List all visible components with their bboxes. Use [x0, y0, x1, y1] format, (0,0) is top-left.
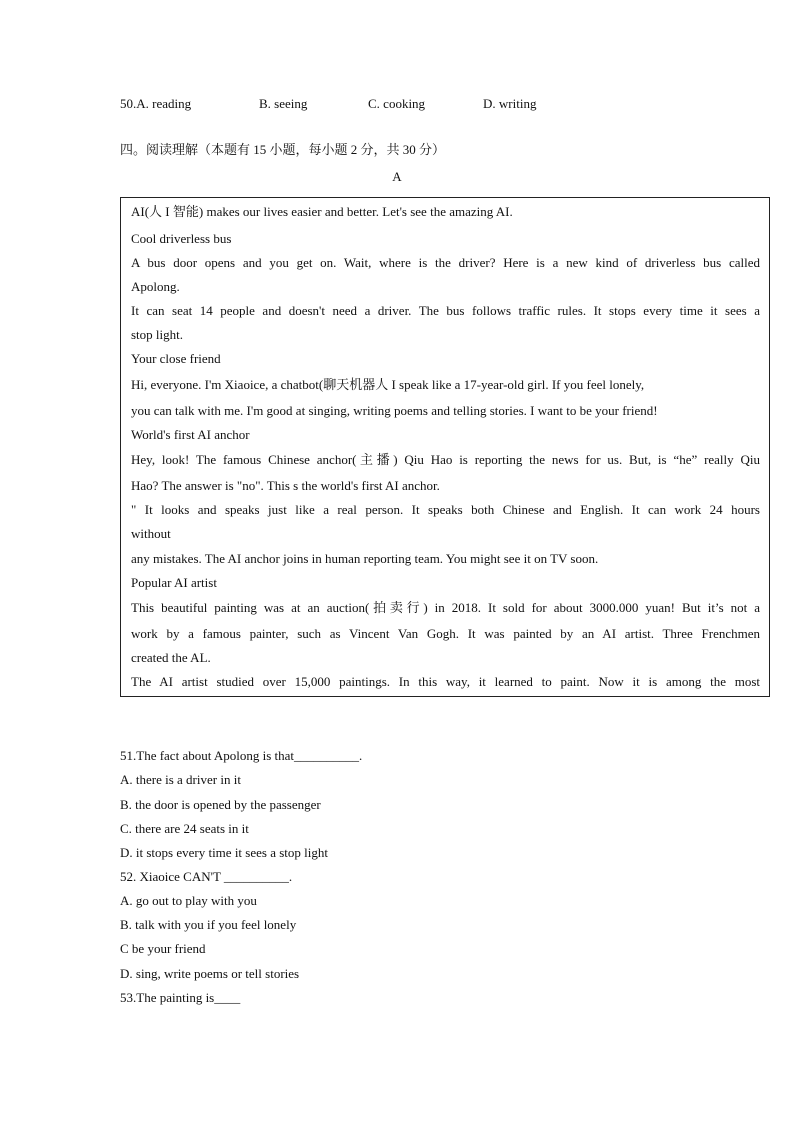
passage-line: you can talk with me. I'm good at singing, writing poems and telling stories. I want to be your friend!	[131, 403, 658, 418]
q51-option-b: B. the door is opened by the passenger	[120, 797, 321, 812]
passage-subheading: World's first AI anchor	[131, 427, 250, 442]
q51-stem: 51.The fact about Apolong is that__________.	[120, 748, 363, 763]
passage-line: AI(人 I 智能) makes our lives easier and better. Let's see the amazing AI.	[131, 204, 513, 219]
q51-option-d: D. it stops every time it sees a stop light	[120, 845, 328, 860]
q50-option-a	[120, 96, 191, 112]
q52-stem: 52. Xiaoice CAN'T __________.	[120, 869, 293, 884]
passage-subheading: Popular AI artist	[131, 575, 217, 590]
passage-line: created the AL.	[131, 650, 211, 665]
passage-line: Apolong.	[131, 279, 180, 294]
passage-subheading: Cool driverless bus	[131, 231, 232, 246]
q51-option-c: C. there are 24 seats in it	[120, 821, 249, 836]
passage-line: It can seat 14 people and doesn't need a driver. The bus follows traffic rules. It stops every time it sees a	[131, 303, 760, 318]
passage-line: without	[131, 526, 171, 541]
passage-line: " It looks and speaks just like a real person. It speaks both Chinese and English. It can work 24 hours	[131, 502, 760, 517]
q50-number: 50.	[120, 96, 137, 111]
q52-option-a: A. go out to play with you	[120, 893, 257, 908]
passage-line: stop light.	[131, 327, 184, 342]
passage-line: This beautiful painting was at an auction(拍卖行) in 2018. It sold for about 3000.000 yuan! But it’s not a	[131, 600, 760, 615]
q50-option-b: B. seeing	[259, 96, 308, 111]
passage-line: work by a famous painter, such as Vincent Van Gogh. It was painted by an AI artist. Three Frenchmen	[131, 626, 760, 641]
q50-option-c: C. cooking	[368, 96, 426, 111]
passage-label: A	[392, 169, 402, 184]
passage-line: any mistakes. The AI anchor joins in human reporting team. You might see it on TV soon.	[131, 551, 599, 566]
passage-line: Hao? The answer is "no". This s the world's first AI anchor.	[131, 478, 440, 493]
passage-line: A bus door opens and you get on. Wait, where is the driver? Here is a new kind of driverless bus called	[131, 255, 760, 270]
q52-option-c: C be your friend	[120, 941, 206, 956]
passage-box	[120, 197, 770, 697]
passage-line: The AI artist studied over 15,000 paintings. In this way, it learned to paint. Now it is among the most	[131, 674, 760, 689]
q50-option-a-text: A. reading	[136, 96, 192, 111]
q50-option-d: D. writing	[483, 96, 537, 111]
q51-option-a: A. there is a driver in it	[120, 772, 241, 787]
q52-option-b: B. talk with you if you feel lonely	[120, 917, 297, 932]
section-heading: 四。阅读理解（本题有 15 小题，每小题 2 分，共 30 分）	[120, 142, 446, 157]
passage-line: Hi, everyone. I'm Xiaoice, a chatbot(聊天机器人 I speak like a 17-year-old girl. If you feel lonely,	[131, 377, 645, 392]
q53-stem: 53.The painting is____	[120, 990, 241, 1005]
passage-subheading: Your close friend	[131, 351, 221, 366]
passage-line: Hey, look! The famous Chinese anchor(主播) Qiu Hao is reporting the news for us. But, is “he” really Qiu	[131, 452, 760, 467]
q52-option-d: D. sing, write poems or tell stories	[120, 966, 300, 981]
